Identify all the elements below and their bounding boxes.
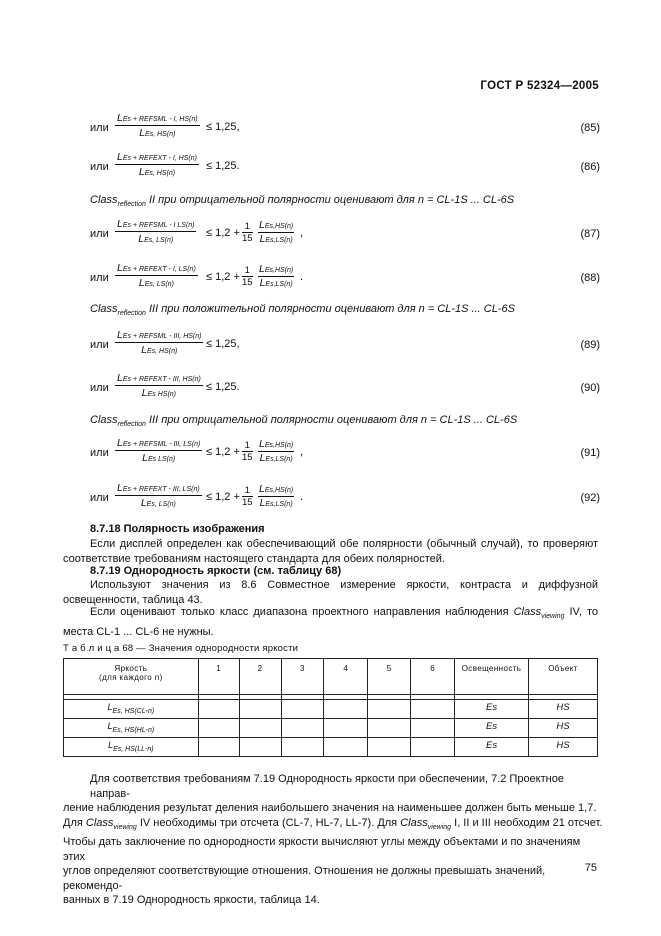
relation: ≤ 1,2 + xyxy=(206,491,240,503)
relation: ≤ 1,25. xyxy=(206,160,240,172)
one-fifteenth: $\frac{1}{15}$ xyxy=(242,485,253,508)
section-8-7-19-text1: Используют значения из 8.6 Совместное измерение яркости, контраста и диффузной освещенности, таблица 43. xyxy=(63,579,598,606)
one-fifteenth: $\frac{1}{15}$ xyxy=(242,265,253,288)
illuminance-cell: Es xyxy=(455,719,529,738)
equation-87 xyxy=(90,212,600,256)
fraction: LEs,HS(n) LEs,LS(n) xyxy=(259,219,294,245)
ili-label: или xyxy=(90,161,109,173)
punctuation: , xyxy=(300,227,304,239)
section-8-7-18-heading: 8.7.18 Полярность изображения xyxy=(90,523,265,535)
fraction: LEs + REFSML - I, HS(n) LEs, HS(n) xyxy=(117,112,198,139)
fraction: LEs + REFEXT - III, HS(n) LEs HS(n) xyxy=(117,372,201,399)
object-cell: HS xyxy=(529,719,598,738)
fraction: LEs + REFSML - III, HS(n) LEs, HS(n) xyxy=(117,329,202,356)
table-68 xyxy=(63,658,598,757)
ili-label: или xyxy=(90,122,109,134)
header-col-3: 3 xyxy=(281,659,324,695)
fraction: LEs + REFEXT - III, LS(n) LEs, LS(n) xyxy=(117,482,200,509)
equation-92 xyxy=(90,476,600,520)
ili-label: или xyxy=(90,228,109,240)
section-8-7-19-text2: Если оценивают только класс диапазона проектного направления наблюдения Class$_{viewing}$ IV, то места CL-1 ... CL-6 не нужны. xyxy=(63,606,598,638)
illuminance-cell: Es xyxy=(455,738,529,757)
equation-number: (88) xyxy=(580,272,600,284)
table-row xyxy=(64,700,598,719)
ili-label: или xyxy=(90,382,109,394)
one-fifteenth: $\frac{1}{15}$ xyxy=(242,221,253,244)
fraction: LEs,HS(n) LEs,LS(n) xyxy=(259,263,294,289)
equation-89 xyxy=(90,323,600,367)
page-number: 75 xyxy=(584,862,597,874)
relation: ≤ 1,25, xyxy=(206,121,240,133)
equation-number: (90) xyxy=(580,382,600,394)
object-cell: HS xyxy=(529,738,598,757)
ili-label: или xyxy=(90,339,109,351)
document-header: ГОСТ Р 52324—2005 xyxy=(480,80,599,92)
relation: ≤ 1,25. xyxy=(206,381,240,393)
class-reflection-iii-positive-text: Class$_{reflection}$ III при положительной полярности оценивают для n = CL-1S ... CL-6S xyxy=(90,303,515,317)
row-label: $L_{Es, HS(CL-n)}$ xyxy=(64,700,199,719)
ili-label: или xyxy=(90,492,109,504)
fraction: LEs,HS(n) LEs,LS(n) xyxy=(259,483,294,509)
ili-label: или xyxy=(90,272,109,284)
ili-label: или xyxy=(90,447,109,459)
header-col-6: 6 xyxy=(411,659,455,695)
header-col-5: 5 xyxy=(368,659,411,695)
table-row xyxy=(64,738,598,757)
fraction: LEs + REFEXT - I, LS(n) LEs, LS(n) xyxy=(117,262,196,289)
equation-number: (92) xyxy=(580,492,600,504)
fraction: LEs + REFSML - III, LS(n) LEs LS(n) xyxy=(117,437,201,464)
equation-number: (85) xyxy=(580,122,600,134)
table-68-caption: Т а б л и ц а 68 — Значения однородности яркости xyxy=(63,643,299,654)
punctuation: , xyxy=(300,446,304,458)
final-paragraph: Для соответствия требованиям 7.19 Однородность яркости при обеспечении, 7.2 Проектное направ- ление наблюдения результат деления наибольшего значения на наименьшее должен быть меньше 1,7. Для Class$_{viewing}$ IV необходимы три отсчета (CL-7, HL-7, LL-7). Для Class$_{viewing}$ I, II и III необходим 21 отсчет. Чтобы дать заключение по однородности яркости вычисляют углы между объектами и по значениям этих углов определяют соответствующие отношения. Отношения не должны превышать значений, рекомендо- ванных в 7.19 Однородность яркости, таблица 14. xyxy=(63,773,603,906)
illuminance-cell: Es xyxy=(455,700,529,719)
equation-88 xyxy=(90,256,600,300)
equation-91 xyxy=(90,431,600,475)
row-label: $L_{Es, HS(HL-n)}$ xyxy=(64,719,199,738)
header-illuminance: Освещенность xyxy=(455,659,529,695)
equation-85 xyxy=(90,106,600,150)
equation-86 xyxy=(90,145,600,189)
relation: ≤ 1,2 + xyxy=(206,271,240,283)
equation-number: (87) xyxy=(580,228,600,240)
punctuation: . xyxy=(300,271,304,283)
relation: ≤ 1,25, xyxy=(206,338,240,350)
equation-number: (86) xyxy=(580,161,600,173)
header-col-1: 1 xyxy=(198,659,239,695)
header-col-4: 4 xyxy=(324,659,368,695)
row-label: $L_{Es, HS(LL-n)}$ xyxy=(64,738,199,757)
equation-number: (91) xyxy=(580,447,600,459)
equation-number: (89) xyxy=(580,339,600,351)
class-reflection-ii-text: Class$_{reflection}$ II при отрицательной полярности оценивают для n = CL-1S ... CL-6S xyxy=(90,194,515,208)
relation: ≤ 1,2 + xyxy=(206,446,240,458)
header-col-2: 2 xyxy=(239,659,281,695)
table-header-row xyxy=(64,659,598,695)
fraction: LEs,HS(n) LEs,LS(n) xyxy=(259,438,294,464)
equation-90 xyxy=(90,366,600,410)
punctuation: . xyxy=(300,491,304,503)
relation: ≤ 1,2 + xyxy=(206,227,240,239)
section-8-7-19-heading: 8.7.19 Однородность яркости (см. таблицу 68) xyxy=(90,565,342,577)
table-row xyxy=(64,719,598,738)
class-reflection-iii-negative-text: Class$_{reflection}$ III при отрицательной полярности оценивают для n = CL-1S ... CL-6S xyxy=(90,414,518,428)
one-fifteenth: $\frac{1}{15}$ xyxy=(242,440,253,463)
header-object: Объект xyxy=(529,659,598,695)
fraction: LEs + REFEXT - I, HS(n) LEs, HS(n) xyxy=(117,151,197,178)
fraction: LEs + REFSML - I LS(n) LEs, LS(n) xyxy=(117,218,195,245)
header-brightness: Яркость (для каждого n) xyxy=(64,659,199,695)
object-cell: HS xyxy=(529,700,598,719)
section-8-7-18-text: Если дисплей определен как обеспечивающий обе полярности (обычный случай), то проверяют соответствие требованиям настоящего стандарта для обеих полярностей. xyxy=(63,538,598,565)
